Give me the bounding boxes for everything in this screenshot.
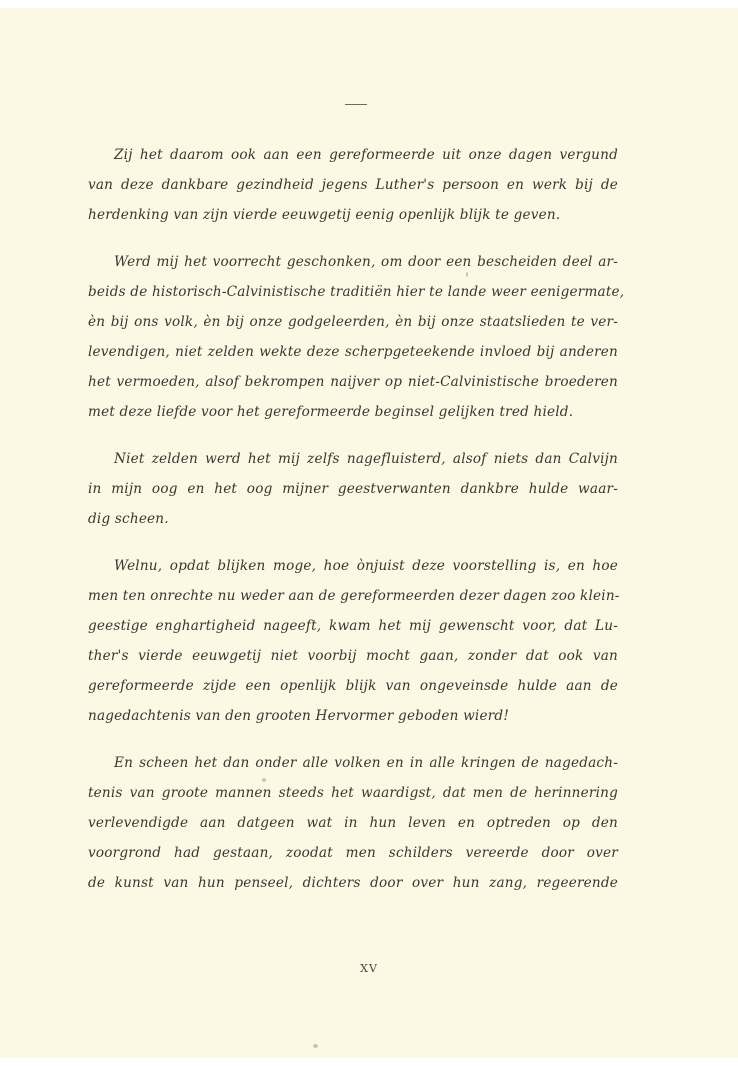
paragraph — [88, 247, 625, 427]
text-line: het vermoeden, alsof bekrompen naijver op niet-Calvinistische broederen — [88, 374, 618, 390]
text-line: levendigen, niet zelden wekte deze scherpgeteekende invloed bij anderen — [88, 344, 618, 360]
text-line: nagedachtenis van den grooten Hervormer geboden wierd! — [88, 708, 509, 724]
paragraph — [88, 551, 618, 731]
text-line: gereformeerde zijde een openlijk blijk van ongeveinsde hulde aan de — [88, 678, 618, 694]
text-line: tenis van groote mannen steeds het waardigst, dat men de herinnering — [88, 785, 618, 801]
text-line: verlevendigde aan datgeen wat in hun leven en optreden op den — [88, 815, 618, 831]
text-line: men ten onrechte nu weder aan de gereformeerden dezer dagen zoo klein- — [88, 588, 620, 604]
text-line: herdenking van zijn vierde eeuwgetij eenig openlijk blijk te geven. — [88, 207, 561, 223]
text-line: En scheen het dan onder alle volken en in alle kringen de nagedach- — [114, 755, 618, 771]
text-line: èn bij ons volk, èn bij onze godgeleerden, èn bij onze staatslieden te ver- — [88, 314, 618, 330]
text-line: beids de historisch-Calvinistische traditiën hier te lande weer eenigermate, — [88, 284, 625, 300]
paper-speck — [466, 272, 468, 277]
text-line: met deze liefde voor het gereformeerde beginsel gelijken tred hield. — [88, 404, 574, 420]
text-line: Zij het daarom ook aan een gereformeerde uit onze dagen vergund — [114, 147, 618, 163]
paper-speck — [313, 1044, 318, 1048]
header-rule — [345, 104, 367, 105]
paper-speck — [262, 778, 266, 782]
body-text — [88, 140, 625, 915]
text-line: Niet zelden werd het mij zelfs nagefluisterd, alsof niets dan Calvijn — [114, 451, 618, 467]
text-line: ther's vierde eeuwgetij niet voorbij mocht gaan, zonder dat ook van — [88, 648, 618, 664]
book-page — [0, 8, 738, 1058]
paragraph — [88, 444, 618, 534]
paragraph — [88, 140, 618, 230]
paragraph — [88, 748, 618, 898]
page-number: XV — [360, 962, 378, 975]
text-line: dig scheen. — [88, 511, 169, 527]
text-line: de kunst van hun penseel, dichters door over hun zang, regeerende — [88, 875, 618, 891]
text-line: in mijn oog en het oog mijner geestverwanten dankbre hulde waar- — [88, 481, 618, 497]
text-line: van deze dankbare gezindheid jegens Luther's persoon en werk bij de — [88, 177, 618, 193]
text-line: voorgrond had gestaan, zoodat men schilders vereerde door over — [88, 845, 618, 861]
text-line: Werd mij het voorrecht geschonken, om door een bescheiden deel ar- — [114, 254, 618, 270]
text-line: geestige enghartigheid nageeft, kwam het mij gewenscht voor, dat Lu- — [88, 618, 618, 634]
text-line: Welnu, opdat blijken moge, hoe ònjuist deze voorstelling is, en hoe — [114, 558, 618, 574]
